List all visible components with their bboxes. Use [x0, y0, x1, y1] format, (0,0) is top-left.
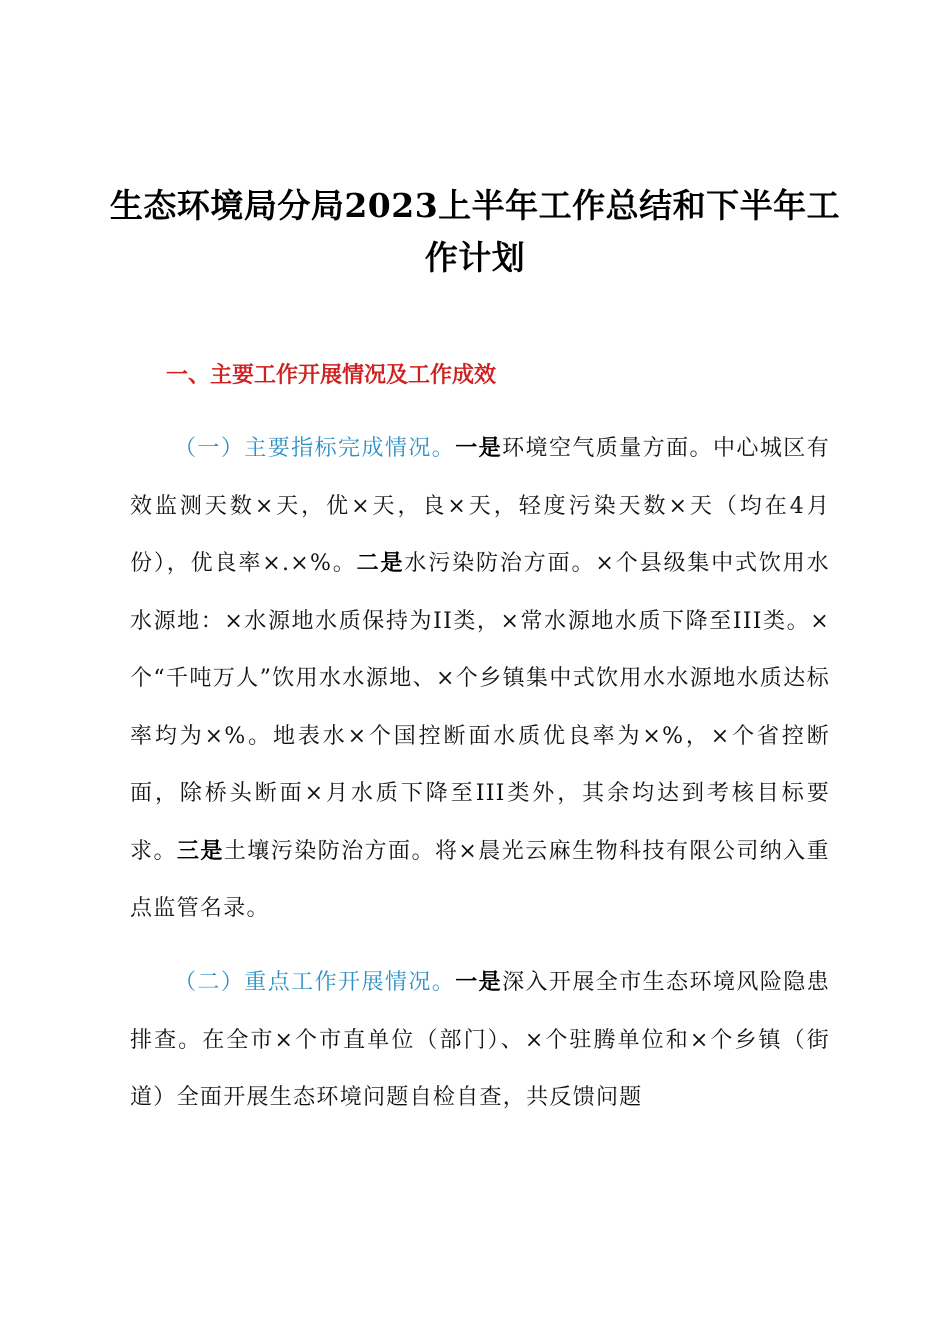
subheading-indicators: （一）主要指标完成情况。 — [174, 436, 456, 461]
section-heading-1: 一、主要工作开展情况及工作成效 — [166, 363, 497, 388]
lead-marker-3: 三是 — [176, 837, 224, 864]
lead-marker-1: 一是 — [455, 435, 503, 461]
paragraph-text: 土壤污染防治方面。将×晨光云麻生物科技有限公司纳入重点监管名录。 — [130, 838, 830, 921]
lead-marker-1: 一是 — [455, 969, 503, 995]
lead-marker-2: 二是 — [356, 550, 405, 576]
paragraph-key-work — [130, 954, 830, 1127]
subheading-key-work: （二）重点工作开展情况。 — [174, 970, 456, 995]
paragraph-text: 水污染防治方面。×个县级集中式饮用水水源地：×水源地水质保持为II类，×常水源地水质下降至III类。×个“千吨万人”饮用水水源地、×个乡镇集中式饮用水水源地水质达标率均为×%。地表水×个国控断面水质优良率为×%，×个省控断面，除桥头断面×月水质下降至III类外，其余均达到考核目标要求。 — [130, 551, 830, 864]
paragraph-text: 环境空气质量方面。中心城区有效监测天数×天，优×天，良×天，轻度污染天数×天（均在4月份），优良率×.×%。 — [130, 436, 831, 576]
paragraph-text: 深入开展全市生态环境风险隐患排查。在全市×个市直单位（部门）、×个驻腾单位和×个乡镇（街道）全面开展生态环境问题自检自查，共反馈问题 — [130, 970, 831, 1110]
paragraph-indicators — [130, 420, 830, 938]
document-title: 生态环境局分局2023上半年工作总结和下半年工作计划 — [109, 186, 841, 277]
